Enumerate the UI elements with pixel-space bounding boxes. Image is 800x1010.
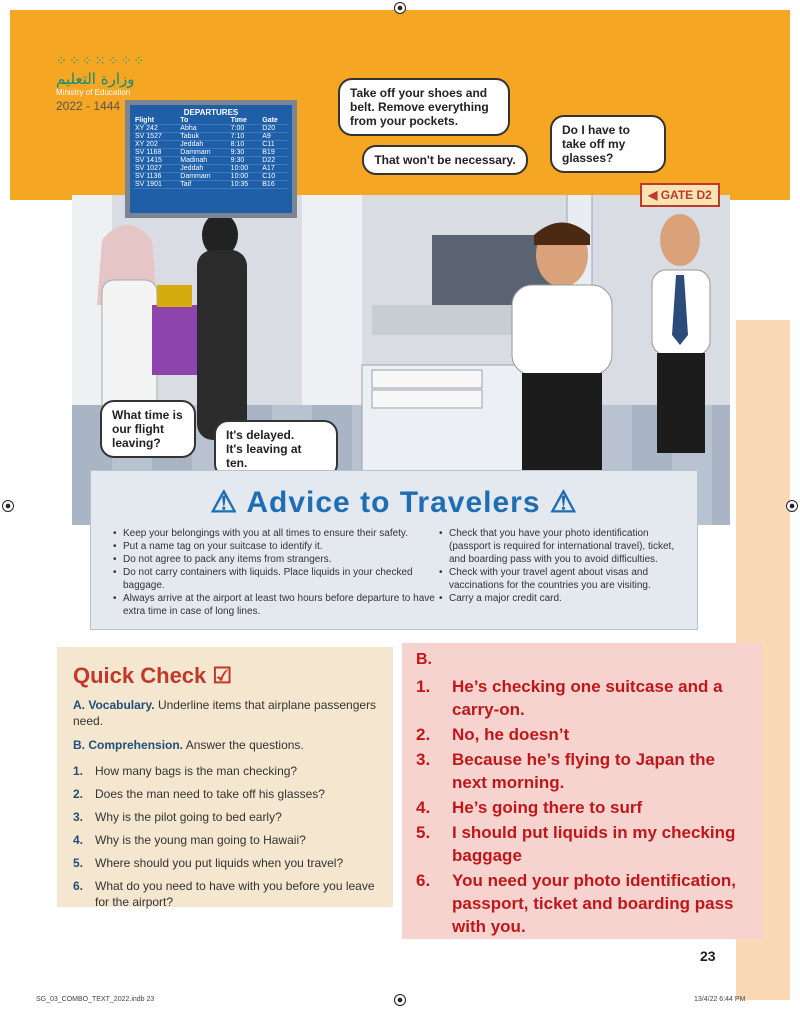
cell: D22: [260, 157, 289, 165]
table-row: [133, 157, 289, 165]
answers-box: [402, 643, 762, 939]
section-b: [73, 737, 377, 753]
logo-mark-icon: ⁘⁘⁘⁙⁘⁘⁘: [56, 53, 147, 68]
answer-list: [416, 675, 748, 938]
question-number: 2.: [73, 787, 84, 801]
column-header: Gate: [260, 117, 289, 125]
cell: Taif: [178, 181, 228, 189]
file-name: SG_03_COMBO_TEXT_2022.indb 23: [36, 996, 155, 1003]
answers-heading: B.: [416, 651, 432, 668]
speech-bubble-glasses: Do I have to take off my glasses?: [550, 115, 666, 173]
answer-number: 4.: [416, 798, 431, 817]
registration-mark: [394, 994, 406, 1006]
answer-number: 1.: [416, 677, 431, 696]
cell: SV 1901: [133, 181, 178, 189]
quick-check-box: [57, 647, 393, 907]
advice-title: ⚠ Advice to Travelers ⚠: [210, 486, 578, 519]
cell: Dammam: [178, 149, 228, 157]
list-item: • Keep your belongings with you at all times to ensure their safety.: [113, 527, 443, 540]
answer-number: 6.: [416, 871, 431, 890]
table-row: [133, 173, 289, 181]
speech-bubble-not-necessary: That won't be necessary.: [362, 145, 528, 175]
question-text: Where should you put liquids when you travel?: [95, 856, 344, 870]
section-a: [73, 697, 377, 729]
question-number: 3.: [73, 810, 84, 824]
bubble-line: It's delayed.: [226, 428, 295, 442]
bubble-line: It's leaving at ten.: [226, 442, 302, 470]
table-header-row: [133, 117, 289, 125]
speech-bubble-shoes: Take off your shoes and belt. Remove everything from your pockets.: [338, 78, 510, 136]
list-item: • Put a name tag on your suitcase to identify it.: [113, 540, 443, 553]
cell: SV 1136: [133, 173, 178, 181]
table-row: [133, 133, 289, 141]
list-item: • Always arrive at the airport at least two hours before departure to have extra time in case of long lines.: [113, 592, 443, 618]
advice-list-left: [113, 527, 443, 618]
question-text: Why is the pilot going to bed early?: [95, 810, 282, 824]
cell: SV 1415: [133, 157, 178, 165]
answer-text: He’s checking one suitcase and a carry-on.: [452, 677, 723, 719]
suitcase: [152, 305, 197, 375]
cell: A17: [260, 165, 289, 173]
question-number: 1.: [73, 764, 84, 778]
table-row: [133, 181, 289, 189]
section-a-text: Underline items that airplane passengers need.: [73, 698, 377, 728]
answer-item: [416, 821, 748, 867]
answer-number: 3.: [416, 750, 431, 769]
list-item: • Check that you have your photo identification (passport is required for international travel), ticket, and boarding pass with you to avoid difficulties.: [439, 527, 689, 566]
question-item: [73, 809, 377, 825]
answer-text: No, he doesn’t: [452, 725, 570, 744]
answer-text: He’s going there to surf: [452, 798, 643, 817]
cell: Jeddah: [178, 141, 228, 149]
cell: 7:10: [229, 133, 261, 141]
cell: SV 1168: [133, 149, 178, 157]
tray: [372, 390, 482, 408]
logo-english: Ministry of Education: [56, 88, 131, 97]
registration-mark: [394, 2, 406, 14]
cell: Abha: [178, 125, 228, 133]
passenger-trousers: [657, 353, 705, 453]
board-title: DEPARTURES: [183, 108, 239, 117]
table-row: [133, 141, 289, 149]
answer-item: [416, 748, 748, 794]
departures-table: [133, 117, 289, 189]
cell: Jeddah: [178, 165, 228, 173]
speech-bubble-flight-time: What time is our flight leaving?: [100, 400, 196, 458]
cell: B19: [260, 149, 289, 157]
cell: B16: [260, 181, 289, 189]
answer-item: [416, 675, 748, 721]
cell: C10: [260, 173, 289, 181]
column-header: Time: [229, 117, 261, 125]
advice-list-right: [439, 527, 689, 605]
advice-box: [90, 470, 698, 630]
question-number: 4.: [73, 833, 84, 847]
column-header: To: [178, 117, 228, 125]
question-item: [73, 855, 377, 871]
list-item: • Carry a major credit card.: [439, 592, 689, 605]
section-b-label: B.: [73, 738, 85, 752]
cell: 9:30: [229, 149, 261, 157]
question-number: 6.: [73, 879, 84, 893]
quick-check-title: Quick Check ☑: [73, 663, 233, 688]
cell: 8:10: [229, 141, 261, 149]
cell: XY 202: [133, 141, 178, 149]
list-item: • Check with your travel agent about visas and vaccinations for the countries you are visiting.: [439, 566, 689, 592]
passenger-head: [660, 214, 700, 266]
departures-board: [125, 100, 297, 218]
officer-trousers: [522, 373, 602, 473]
cell: C11: [260, 141, 289, 149]
page-number: 23: [700, 948, 716, 964]
question-item: [73, 878, 377, 910]
cell: 9:30: [229, 157, 261, 165]
column-header: Flight: [133, 117, 178, 125]
cell: 10:00: [229, 165, 261, 173]
answer-item: [416, 869, 748, 938]
answer-item: [416, 796, 748, 819]
table-row: [133, 125, 289, 133]
tray: [372, 370, 482, 388]
gate-sign: ◀ GATE D2: [640, 183, 720, 207]
cell: D20: [260, 125, 289, 133]
cell: 10:35: [229, 181, 261, 189]
question-text: What do you need to have with you before you leave for the airport?: [95, 879, 375, 909]
table-row: [133, 165, 289, 173]
question-text: Why is the young man going to Hawaii?: [95, 833, 306, 847]
section-a-heading: Vocabulary.: [88, 698, 155, 712]
table-row: [133, 149, 289, 157]
answer-item: [416, 723, 748, 746]
officer-shirt: [512, 285, 612, 375]
cell: SV 1027: [133, 165, 178, 173]
answer-number: 5.: [416, 823, 431, 842]
cell: SV 1527: [133, 133, 178, 141]
registration-mark: [786, 500, 798, 512]
cell: 7:00: [229, 125, 261, 133]
section-b-text: Answer the questions.: [185, 738, 304, 752]
bag: [157, 285, 192, 307]
question-list: [73, 763, 377, 910]
section-b-heading: Comprehension.: [88, 738, 184, 752]
cell: A9: [260, 133, 289, 141]
cell: 10:00: [229, 173, 261, 181]
question-item: [73, 786, 377, 802]
question-number: 5.: [73, 856, 84, 870]
question-item: [73, 832, 377, 848]
year-label: 2022 - 1444: [56, 99, 121, 113]
print-timestamp: 13/4/22 6:44 PM: [694, 996, 746, 1003]
cell: Tabuk: [178, 133, 228, 141]
cell: XY 242: [133, 125, 178, 133]
answer-number: 2.: [416, 725, 431, 744]
answer-text: Because he’s flying to Japan the next morning.: [452, 750, 715, 792]
cell: Madinah: [178, 157, 228, 165]
woman-abaya: [197, 250, 247, 440]
list-item: • Do not agree to pack any items from strangers.: [113, 553, 443, 566]
section-a-label: A.: [73, 698, 85, 712]
question-text: Does the man need to take off his glasses?: [95, 787, 325, 801]
cell: Dammam: [178, 173, 228, 181]
question-text: How many bags is the man checking?: [95, 764, 298, 778]
logo-arabic: وزارة التعليم: [56, 70, 135, 88]
answer-text: You need your photo identification, passport, ticket and boarding pass with you.: [452, 871, 736, 936]
question-item: [73, 763, 377, 779]
registration-mark: [2, 500, 14, 512]
list-item: • Do not carry containers with liquids. Place liquids in your checked baggage.: [113, 566, 443, 592]
answer-text: I should put liquids in my checking baggage: [452, 823, 736, 865]
